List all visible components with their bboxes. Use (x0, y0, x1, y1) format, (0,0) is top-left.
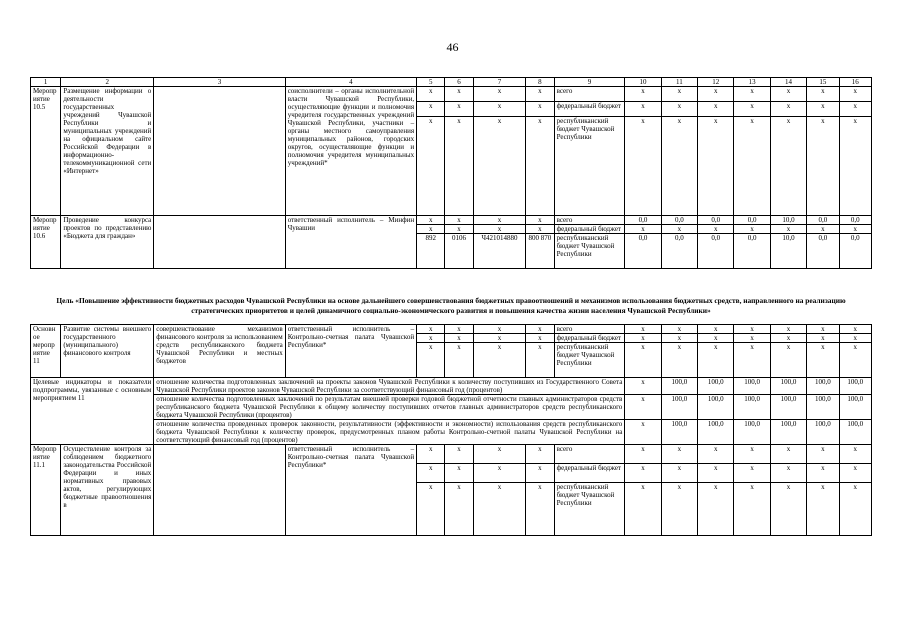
table-cell: 800 870 (526, 234, 554, 269)
table-cell: x (770, 117, 806, 216)
table-cell: 100,0 (661, 378, 697, 395)
header-cell: 16 (839, 78, 871, 87)
table-cell: 0,0 (807, 216, 839, 225)
table-cell: x (473, 216, 526, 225)
table-cell: x (839, 117, 871, 216)
table-cell: x (417, 334, 445, 343)
table-cell: x (625, 325, 661, 334)
table-cell: x (661, 343, 697, 378)
goal-heading: Цель «Повышение эффективности бюджетных расходов Чувашской Республики на основе дальнейшего совершенствования бюджетных правоотношений и механизмов использования бюджетных средств, направленного на реализацию стратегических приоритетов и целей динамичного социально-экономического развития и повышения качества жизни населения Чувашской Республики» (56, 296, 846, 315)
table-cell: x (473, 334, 526, 343)
table-cell: x (807, 325, 839, 334)
header-cell: 6 (445, 78, 473, 87)
table-cell: 0,0 (839, 216, 871, 225)
table-cell: 0,0 (625, 234, 661, 269)
table-cell: x (839, 343, 871, 378)
table-cell: x (839, 225, 871, 234)
indicator-row (31, 378, 872, 395)
header-cell: 3 (154, 78, 285, 87)
table-cell: x (770, 343, 806, 378)
table-cell: x (526, 464, 554, 483)
table-cell: x (445, 102, 473, 117)
table-cell: x (839, 325, 871, 334)
table-cell: x (839, 102, 871, 117)
table-cell: x (417, 464, 445, 483)
table-cell: x (698, 445, 734, 464)
table-cell: x (473, 102, 526, 117)
table-cell: x (417, 343, 445, 378)
header-cell: 13 (734, 78, 770, 87)
table-cell: x (807, 102, 839, 117)
table-cell: x (770, 225, 806, 234)
table-cell: x (807, 87, 839, 102)
table-cell: x (770, 464, 806, 483)
funding-source: федеральный бюджет (554, 334, 625, 343)
table-cell: x (625, 464, 661, 483)
table-cell: x (417, 225, 445, 234)
header-cell: 14 (770, 78, 806, 87)
table-cell: x (473, 464, 526, 483)
table-cell: x (698, 225, 734, 234)
table-cell: 0,0 (698, 216, 734, 225)
table-cell: x (625, 483, 661, 536)
funding-source: республиканский бюджет Чувашской Республики (554, 483, 625, 536)
table-cell: 100,0 (698, 395, 734, 420)
table-cell: 0,0 (698, 234, 734, 269)
table-cell: x (526, 334, 554, 343)
table-cell: x (734, 87, 770, 102)
table-cell: x (445, 445, 473, 464)
table-cell: x (807, 343, 839, 378)
table-cell: 0,0 (661, 216, 697, 225)
table-cell: 0,0 (839, 234, 871, 269)
table-cell: x (445, 87, 473, 102)
table-cell: x (770, 445, 806, 464)
header-cell: 5 (417, 78, 445, 87)
table-cell: x (473, 483, 526, 536)
table-cell: x (734, 117, 770, 216)
indicator-text: отношение количества подготовленных заключений на проекты законов Чувашской Республики к количеству поступивших из Государственного Совета Чувашской Республики проектов законов Чувашской Республики за соответствующий финансовый год (процентов) (154, 378, 625, 395)
table-cell: 892 (417, 234, 445, 269)
header-cell: 7 (473, 78, 526, 87)
header-cell: 9 (554, 78, 625, 87)
table-cell: 100,0 (839, 420, 871, 445)
table-cell: x (417, 483, 445, 536)
funding-source: республиканский бюджет Чувашской Республики (554, 117, 625, 216)
table-cell: x (698, 343, 734, 378)
table-cell: x (734, 325, 770, 334)
table-cell: x (839, 87, 871, 102)
table-cell: x (526, 445, 554, 464)
table-cell: x (473, 117, 526, 216)
table-cell: x (770, 483, 806, 536)
table-cell: x (734, 445, 770, 464)
activity-code: Мероприятие 11.1 (31, 445, 61, 536)
table-cell: x (445, 216, 473, 225)
table-cell: x (445, 325, 473, 334)
funding-source: всего (554, 216, 625, 225)
funding-source: всего (554, 445, 625, 464)
table-cell: 100,0 (698, 378, 734, 395)
table-cell: x (526, 117, 554, 216)
table-cell: x (839, 464, 871, 483)
header-cell: 10 (625, 78, 661, 87)
table-cell: x (473, 343, 526, 378)
funding-source: всего (554, 87, 625, 102)
table-cell: x (770, 87, 806, 102)
table-cell: x (807, 464, 839, 483)
table-cell: x (625, 117, 661, 216)
table-cell: x (473, 225, 526, 234)
activity-result: совершенствование механизмов финансового контроля за использованием средств республиканского бюджета Чувашской Республики и местных бюджетов (154, 325, 285, 378)
table-cell: x (625, 87, 661, 102)
table-cell: 100,0 (734, 420, 770, 445)
funding-source: республиканский бюджет Чувашской Республики (554, 234, 625, 269)
table-cell: 100,0 (807, 395, 839, 420)
table-cell: x (734, 343, 770, 378)
table-cell: x (698, 87, 734, 102)
table-cell: x (839, 483, 871, 536)
activity-name: Развитие системы внешнего государственного (муниципального) финансового контроля (61, 325, 154, 378)
table-cell: x (807, 483, 839, 536)
table-cell: x (417, 87, 445, 102)
table-cell: 100,0 (734, 378, 770, 395)
funding-source: всего (554, 325, 625, 334)
header-cell: 2 (61, 78, 154, 87)
table-cell: x (698, 334, 734, 343)
header-cell: 11 (661, 78, 697, 87)
table-cell: x (417, 102, 445, 117)
table-cell: 100,0 (770, 420, 806, 445)
table-cell: x (770, 325, 806, 334)
table-row (31, 325, 872, 334)
table-cell: 10,0 (770, 234, 806, 269)
table-cell: x (417, 216, 445, 225)
activity-executors: соисполнители – органы исполнительной власти Чувашской Республики, осуществляющие функции и полномочия учредителя государственных учреждений Чувашской Республики, участники – органы местного самоуправления муниципальных районов, городских округов, осуществляющие функции и полномочия учредителя муниципальных учреждений* (285, 87, 416, 216)
table-cell: x (445, 343, 473, 378)
activity-name: Проведение конкурса проектов по представлению «Бюджета для граждан» (61, 216, 154, 269)
activity-name: Осуществление контроля за соблюдением бюджетного законодательства Российской Федерации и иных нормативных правовых актов, регулирующих бюджетные правоотношения в (61, 445, 154, 536)
table-cell: 0106 (445, 234, 473, 269)
table-row (31, 445, 872, 464)
table-cell: x (445, 225, 473, 234)
table-cell: x (625, 378, 661, 395)
header-cell: 8 (526, 78, 554, 87)
table-cell: Ч421014880 (473, 234, 526, 269)
table-cell: x (661, 464, 697, 483)
table-cell: x (526, 343, 554, 378)
table-cell: x (625, 395, 661, 420)
activity-code: Основное мероприятие 11 (31, 325, 61, 378)
activity-result (154, 216, 285, 269)
activity-executors: ответственный исполнитель – Минфин Чувашии (285, 216, 416, 269)
table-cell: x (734, 464, 770, 483)
table-cell: x (807, 334, 839, 343)
table-cell: x (661, 334, 697, 343)
table-cell: x (526, 216, 554, 225)
activity-code: Мероприятие 10.6 (31, 216, 61, 269)
table-cell: 100,0 (770, 378, 806, 395)
table-cell: x (526, 225, 554, 234)
table-cell: 0,0 (734, 216, 770, 225)
table-cell: x (698, 117, 734, 216)
indicator-row (31, 395, 872, 420)
table-cell: 0,0 (625, 216, 661, 225)
table-cell: 100,0 (661, 395, 697, 420)
table-cell: x (625, 225, 661, 234)
table-row (31, 216, 872, 225)
table-cell: x (661, 325, 697, 334)
program-table-top (30, 77, 872, 269)
table-cell: x (625, 334, 661, 343)
table-cell: 100,0 (807, 378, 839, 395)
indicator-text: отношение количества подготовленных заключений по результатам внешней проверки годовой бюджетной отчетности главных администраторов средств республиканского бюджета Чувашской Республики к общему количеству поступивших отчетов главных администраторов средств республиканского бюджета Чувашской Республики (процентов) (154, 395, 625, 420)
table-cell: x (445, 464, 473, 483)
table-cell: x (473, 445, 526, 464)
table-cell: x (734, 483, 770, 536)
table-cell: x (526, 325, 554, 334)
table-cell: x (698, 102, 734, 117)
table-cell: x (734, 334, 770, 343)
table-cell: x (807, 117, 839, 216)
table-cell: x (734, 225, 770, 234)
activity-result (154, 87, 285, 216)
table-cell: 100,0 (661, 420, 697, 445)
funding-source: республиканский бюджет Чувашской Республики (554, 343, 625, 378)
header-cell: 1 (31, 78, 61, 87)
header-cell: 4 (285, 78, 416, 87)
indicators-label: Целевые индикаторы и показатели подпрограммы, увязанные с основным мероприятием 11 (31, 378, 154, 445)
header-cell: 15 (807, 78, 839, 87)
table-cell: x (417, 445, 445, 464)
header-cell: 12 (698, 78, 734, 87)
table-cell: x (625, 445, 661, 464)
indicator-row (31, 420, 872, 445)
table-cell: x (445, 117, 473, 216)
activity-executors: ответственный исполнитель – Контрольно-счетная палата Чувашской Республики* (285, 445, 416, 536)
table-cell: x (661, 87, 697, 102)
table-cell: x (526, 102, 554, 117)
table-row (31, 87, 872, 102)
table-cell: x (661, 483, 697, 536)
table-cell: x (734, 102, 770, 117)
table-cell: 0,0 (734, 234, 770, 269)
table-cell: 100,0 (770, 395, 806, 420)
table-cell: x (661, 445, 697, 464)
table-cell: 100,0 (698, 420, 734, 445)
table-cell: x (526, 483, 554, 536)
table-cell: x (417, 325, 445, 334)
header-row (31, 78, 872, 87)
table-cell: 100,0 (807, 420, 839, 445)
activity-name: Размещение информации о деятельности государственных учреждений Чувашской Республики и муниципальных учреждений на официальном сайте Российской Федерации в информационно-телекоммуникационной сети «Интернет» (61, 87, 154, 216)
table-cell: 0,0 (807, 234, 839, 269)
table-cell: x (445, 334, 473, 343)
table-cell: x (661, 225, 697, 234)
table-cell: x (526, 87, 554, 102)
table-cell: x (417, 117, 445, 216)
table-cell: 100,0 (734, 395, 770, 420)
table-cell: x (625, 343, 661, 378)
page-number: 46 (446, 40, 459, 54)
table-cell: x (839, 334, 871, 343)
table-cell: x (770, 334, 806, 343)
table-cell: x (661, 102, 697, 117)
funding-source: федеральный бюджет (554, 225, 625, 234)
funding-source: федеральный бюджет (554, 102, 625, 117)
table-cell: 0,0 (661, 234, 697, 269)
activity-result (154, 445, 285, 536)
table-cell: x (473, 325, 526, 334)
table-cell: x (807, 225, 839, 234)
table-cell: x (661, 117, 697, 216)
program-table-bottom (30, 324, 872, 536)
table-cell: x (473, 87, 526, 102)
table-cell: x (625, 420, 661, 445)
table-cell: x (770, 102, 806, 117)
indicator-text: отношение количества проведенных проверок законности, результативности (эффективности и экономности) использования средств республиканского бюджета Чувашской Республики к количеству проверок, предусмотренных планом работы Контрольно-счетной палаты Чувашской Республики на соответствующий финансовый год (процентов) (154, 420, 625, 445)
funding-source: федеральный бюджет (554, 464, 625, 483)
table-cell: 100,0 (839, 378, 871, 395)
table-cell: x (625, 102, 661, 117)
table-cell: x (445, 483, 473, 536)
table-cell: x (698, 325, 734, 334)
table-cell: 10,0 (770, 216, 806, 225)
activity-code: Мероприятие 10.5 (31, 87, 61, 216)
table-cell: x (807, 445, 839, 464)
table-cell: 100,0 (839, 395, 871, 420)
table-cell: x (698, 464, 734, 483)
table-cell: x (698, 483, 734, 536)
activity-executors: ответственный исполнитель – Контрольно-счетная палата Чувашской Республики* (285, 325, 416, 378)
table-cell: x (839, 445, 871, 464)
